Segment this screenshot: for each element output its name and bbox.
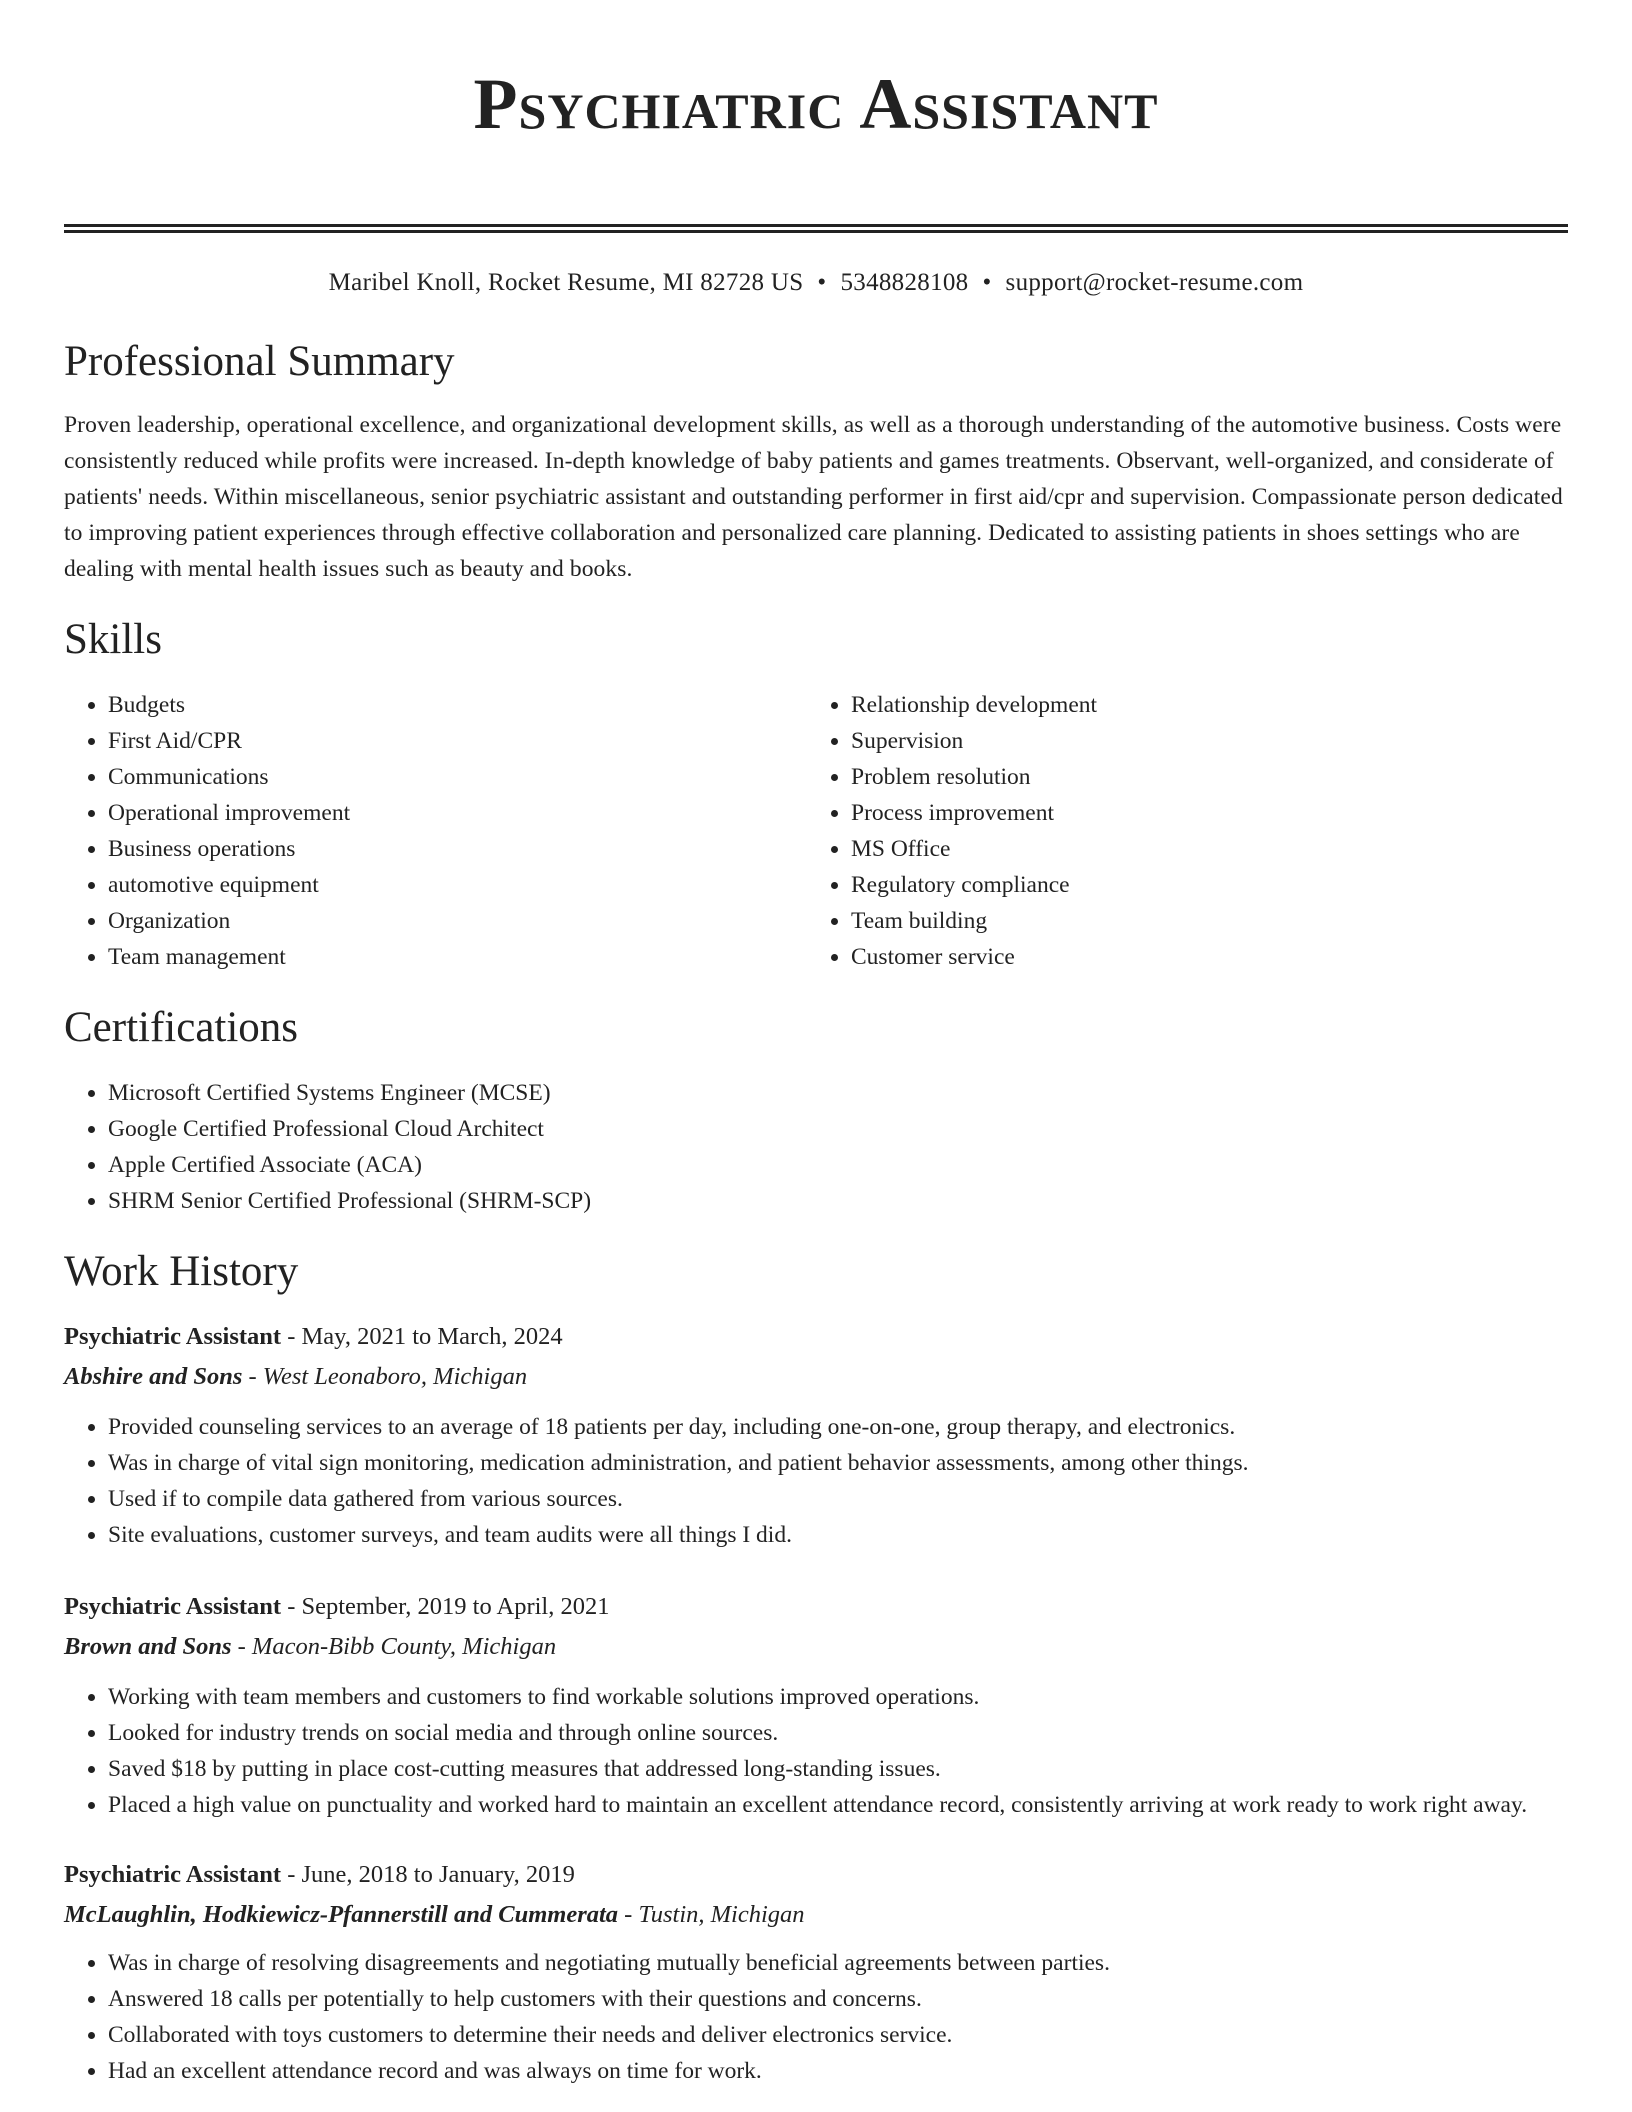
job-bullet: • Saved $18 by putting in place cost-cutting measures that addressed long-standing issues. bbox=[108, 1751, 1568, 1787]
skills-heading: Skills bbox=[64, 616, 162, 663]
skill-item: • Supervision bbox=[851, 723, 1550, 759]
skills-list-left bbox=[64, 687, 807, 975]
contact-separator: • bbox=[817, 269, 827, 296]
skills-list-right bbox=[807, 687, 1550, 975]
job-title: Psychiatric Assistant bbox=[64, 1323, 282, 1350]
skill-item: • automotive equipment bbox=[108, 867, 807, 903]
skill-item: • Team building bbox=[851, 903, 1550, 939]
certification-item: • Apple Certified Associate (ACA) bbox=[108, 1147, 1568, 1183]
skill-item: • Budgets bbox=[108, 687, 807, 723]
contact-separator: • bbox=[982, 269, 992, 296]
title-divider bbox=[64, 224, 1568, 233]
job-bullets bbox=[64, 1945, 1568, 2089]
job-company-line bbox=[64, 1627, 1568, 1667]
job-title-line bbox=[64, 1317, 1568, 1357]
job-entry bbox=[64, 1317, 1568, 1553]
job-dates: - June, 2018 to January, 2019 bbox=[281, 1861, 575, 1888]
job-bullet: • Working with team members and customers to find workable solutions improved operations. bbox=[108, 1679, 1568, 1715]
skill-item: • Regulatory compliance bbox=[851, 867, 1550, 903]
contact-email: support@rocket-resume.com bbox=[1005, 269, 1304, 296]
job-bullet: • Used if to compile data gathered from various sources. bbox=[108, 1481, 1568, 1517]
certification-item: • Microsoft Certified Systems Engineer (MCSE) bbox=[108, 1075, 1568, 1111]
job-bullet: • Provided counseling services to an average of 18 patients per day, including one-on-one, group therapy, and electronics. bbox=[108, 1409, 1568, 1445]
job-company-line bbox=[64, 1357, 1568, 1397]
skill-item: • Organization bbox=[108, 903, 807, 939]
skill-item: • Customer service bbox=[851, 939, 1550, 975]
contact-line bbox=[64, 267, 1568, 299]
skill-item: • Communications bbox=[108, 759, 807, 795]
job-title-line bbox=[64, 1587, 1568, 1627]
job-company: Brown and Sons bbox=[64, 1633, 232, 1660]
job-title: Psychiatric Assistant bbox=[64, 1593, 282, 1620]
job-bullets bbox=[64, 1679, 1568, 1823]
skill-item: • Problem resolution bbox=[851, 759, 1550, 795]
job-dates: - September, 2019 to April, 2021 bbox=[281, 1593, 610, 1620]
job-entry bbox=[64, 1587, 1568, 1823]
job-bullet: • Collaborated with toys customers to determine their needs and deliver electronics service. bbox=[108, 2017, 1568, 2053]
job-bullet: • Had an excellent attendance record and was always on time for work. bbox=[108, 2053, 1568, 2089]
skill-item: • Business operations bbox=[108, 831, 807, 867]
certifications-list bbox=[64, 1075, 1568, 1219]
contact-address: Maribel Knoll, Rocket Resume, MI 82728 US bbox=[328, 269, 804, 296]
summary-text: Proven leadership, operational excellence, and organizational development skills, as well as a thorough understanding of the automotive business. Costs were consistently reduced while profits were increased. In-depth knowledge of baby patients and games treatments. Observant, well-organized, and considerate of patients' needs. Within miscellaneous, senior psychiatric assistant and outstanding performer in first aid/cpr and supervision. Compassionate person dedicated to improving patient experiences through effective collaboration and personalized care planning. Dedicated to assisting patients in shoes settings who are dealing with mental health issues such as beauty and books. bbox=[64, 412, 1563, 582]
skill-item: • First Aid/CPR bbox=[108, 723, 807, 759]
job-dates: - May, 2021 to March, 2024 bbox=[281, 1323, 563, 1350]
job-bullet: • Looked for industry trends on social media and through online sources. bbox=[108, 1715, 1568, 1751]
skill-item: • Team management bbox=[108, 939, 807, 975]
work-history-heading: Work History bbox=[64, 1248, 299, 1295]
job-bullet: • Was in charge of vital sign monitoring, medication administration, and patient behavior assessments, among other things. bbox=[108, 1445, 1568, 1481]
job-company: McLaughlin, Hodkiewicz-Pfannerstill and Cummerata bbox=[64, 1901, 619, 1928]
job-title-line bbox=[64, 1855, 1568, 1895]
job-title: Psychiatric Assistant bbox=[64, 1861, 282, 1888]
job-bullets bbox=[64, 1409, 1568, 1553]
skill-item: • Process improvement bbox=[851, 795, 1550, 831]
skill-item: • MS Office bbox=[851, 831, 1550, 867]
job-entry bbox=[64, 1855, 1568, 2089]
summary-heading: Professional Summary bbox=[64, 338, 455, 385]
skills-grid bbox=[64, 687, 1568, 975]
job-location: - Macon-Bibb County, Michigan bbox=[231, 1633, 557, 1660]
job-location: - Tustin, Michigan bbox=[618, 1901, 805, 1928]
certification-item: • SHRM Senior Certified Professional (SHRM-SCP) bbox=[108, 1183, 1568, 1219]
job-bullet: • Site evaluations, customer surveys, and team audits were all things I did. bbox=[108, 1517, 1568, 1553]
job-company: Abshire and Sons bbox=[64, 1363, 243, 1390]
skill-item: • Relationship development bbox=[851, 687, 1550, 723]
job-bullet: • Was in charge of resolving disagreements and negotiating mutually beneficial agreements between parties. bbox=[108, 1945, 1568, 1981]
certification-item: • Google Certified Professional Cloud Architect bbox=[108, 1111, 1568, 1147]
job-bullet: • Answered 18 calls per potentially to help customers with their questions and concerns. bbox=[108, 1981, 1568, 2017]
skill-item: • Operational improvement bbox=[108, 795, 807, 831]
job-bullet: • Placed a high value on punctuality and worked hard to maintain an excellent attendance record, consistently arriving at work ready to work right away. bbox=[108, 1787, 1568, 1823]
resume-title: Psychiatric Assistant bbox=[473, 64, 1159, 144]
job-location: - West Leonaboro, Michigan bbox=[242, 1363, 528, 1390]
job-company-line bbox=[64, 1895, 1568, 1935]
certifications-heading: Certifications bbox=[64, 1004, 299, 1051]
contact-phone: 5348828108 bbox=[840, 269, 969, 296]
